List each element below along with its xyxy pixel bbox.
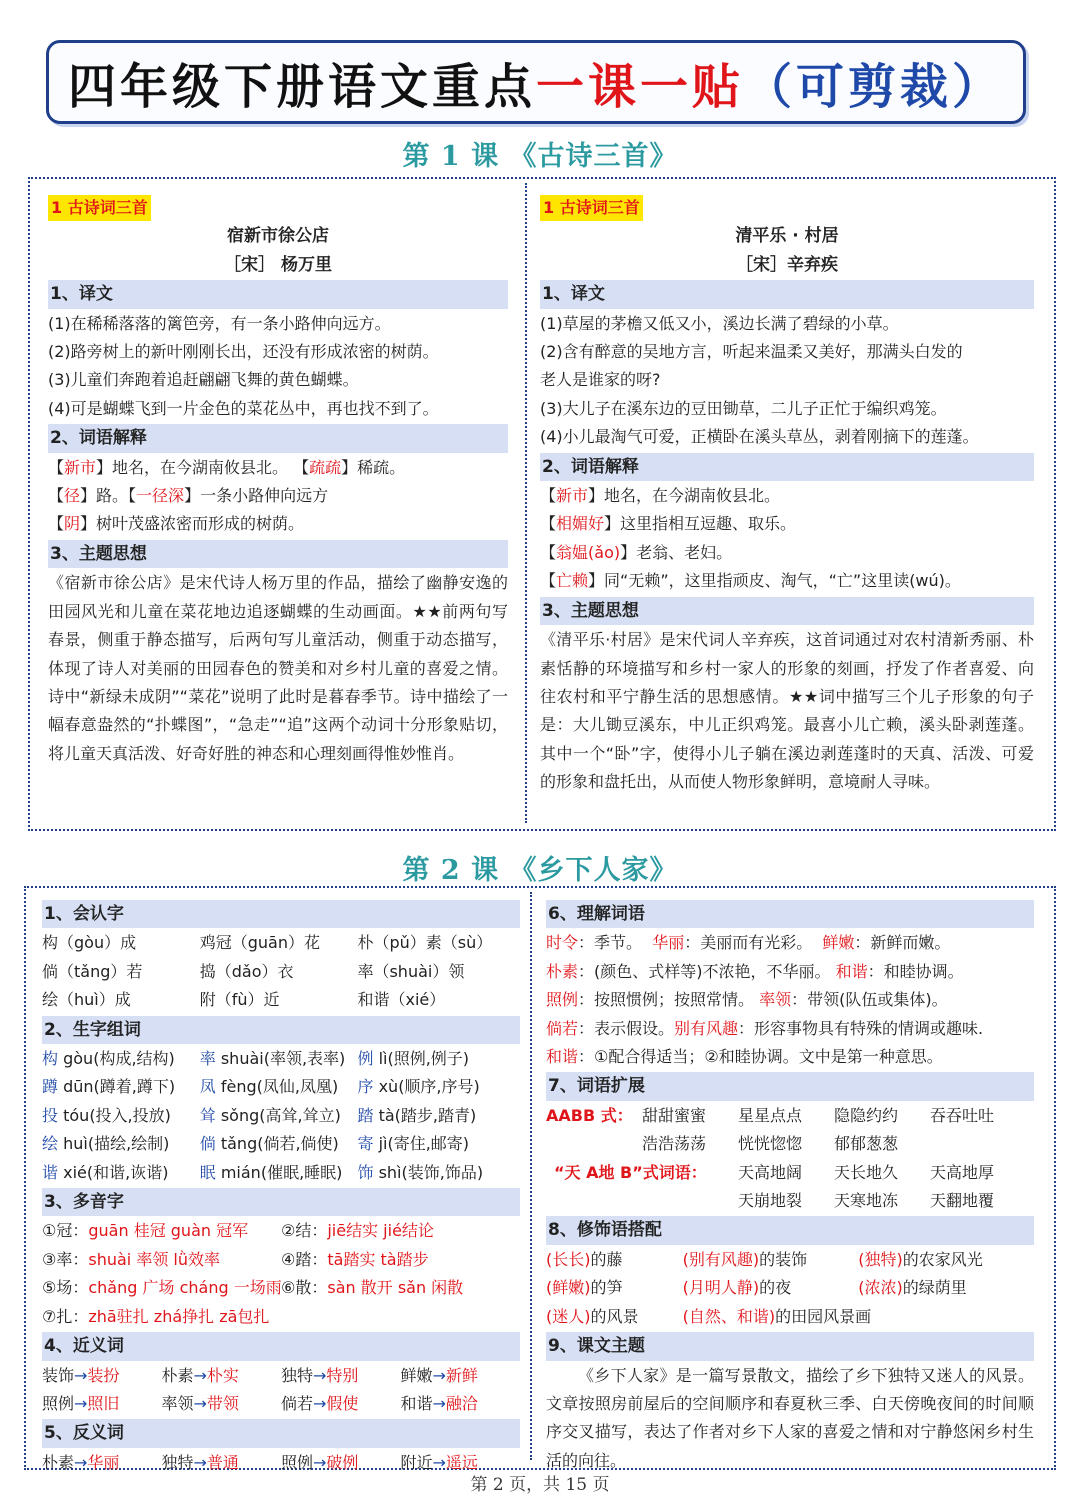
translation-line: (3)儿童们奔跑着追赶翩翩飞舞的黄色蝴蝶。	[48, 370, 359, 390]
translation-line: 老人是谁家的呀?	[540, 370, 661, 390]
word-explain: 【相媚好】这里指相互逗趣、取乐。	[540, 514, 797, 534]
poem-left	[48, 194, 508, 768]
theme-text: 《清平乐·村居》是宋代词人辛弃疾，这首词通过对农村清新秀丽、朴素恬静的环境描写和乡村一家人的形象的刻画，抒发了作者喜爱、向往农村和平宁静生活的思想感情。★★词中描写三个儿子形象的句子是：大儿锄豆溪东，中儿正织鸡笼。最喜小儿亡赖，溪头卧剥莲蓬。其中一个“卧”字，使得小儿子躺在溪边剥莲蓬时的天真、活泼、可爱的形象和盘托出，从而使人物形象鲜明，意境耐人寻味。	[540, 630, 1034, 792]
page-title: 四年级下册语文重点 一课一贴 （可剪裁）	[46, 40, 1026, 124]
section-heading: 9、课文主题	[546, 1332, 1034, 1360]
translation-line: (1)在稀稀落落的篱笆旁，有一条小路伸向远方。	[48, 313, 391, 333]
section-heading: 1、译文	[48, 280, 508, 308]
char-row: 谐 xié(和谐,诙谐) 眠 mián(催眠,睡眠) 饰 shì(装饰,饰品)	[42, 1162, 484, 1182]
char-row: 蹲 dūn(蹲着,蹲下) 凤 fèng(凤仙,凤凰) 序 xù(顺序,序号)	[42, 1077, 480, 1097]
read-row: 构（gòu）成 鸡冠（guān）花 朴（pǔ）素（sù）	[42, 933, 493, 953]
meaning-row: 朴素：(颜色、式样等)不浓艳，不华丽。 和谐：和睦协调。	[546, 961, 964, 981]
antonym-row: 朴素→华丽 独特→普通 照例→破例 附近→遥远	[42, 1452, 478, 1472]
polyphone-row: ⑤场：chǎng 广场 cháng 一场雨 ⑥散：sàn 散开 sǎn 闲散	[42, 1278, 464, 1298]
theme-text: 《宿新市徐公店》是宋代诗人杨万里的作品，描绘了幽静安逸的田园风光和儿童在菜花地边追逐蝴蝶的生动画面。★★前两句写春景，侧重于静态描写，后两句写儿童活动，侧重于动态描写，体现了诗人对美丽的田园春色的赞美和对乡村儿童的喜爱之情。诗中“新绿未成阴”“菜花”说明了此时是暮春季节。诗中描绘了一幅春意盎然的“扑蝶图”，“急走”“追”这两个动词十分形象贴切，将儿童天真活泼、好奇好胜的神态和心理刻画得惟妙惟肖。	[48, 573, 508, 763]
section-heading: 2、词语解释	[540, 453, 1034, 481]
section-heading: 2、词语解释	[48, 424, 508, 452]
theme-text: 《乡下人家》是一篇写景散文，描绘了乡下独特又迷人的风景。文章按照房前屋后的空间顺序和春夏秋三季、白天傍晚夜间的时间顺序交叉描写，表达了作者对乡下人家的喜爱之情和对宁静悠闲乡村生活的向往。	[546, 1365, 1034, 1470]
word-explain: 【亡赖】同“无赖”，这里指顽皮、淘气，“亡”这里读(wú)。	[540, 571, 961, 591]
read-row: 倘（tǎng）若 捣（dǎo）衣 率（shuài）领	[42, 961, 465, 981]
translation-line: (4)小儿最淘气可爱，正横卧在溪头草丛，剥着刚摘下的莲蓬。	[540, 427, 979, 447]
tian-row: 天崩地裂 天寒地冻 天翻地覆	[738, 1191, 995, 1211]
aabb-row: 浩浩荡荡 恍恍惚惚 郁郁葱葱	[642, 1134, 899, 1154]
lesson-2-left	[42, 899, 520, 1477]
polyphone-row: ①冠：guān 桂冠 guàn 冠军 ②结：jiē结实 jié结论	[42, 1221, 434, 1241]
word-explain: 【翁媪(ǎo)】老翁、老妇。	[540, 542, 733, 562]
section-tag: 1 古诗词三首	[540, 195, 643, 221]
meaning-row: 时令：季节。 华丽：美丽而有光彩。 鲜嫩：新鲜而嫩。	[546, 933, 951, 953]
section-heading: 8、修饰语搭配	[546, 1216, 1034, 1244]
section-heading: 7、词语扩展	[546, 1072, 1034, 1100]
translation-line: (2)含有醉意的吴地方言，听起来温柔又美好，那满头白发的	[540, 342, 963, 362]
poem-author: ［宋］ 杨万里	[224, 254, 332, 275]
char-row: 投 tóu(投入,投放) 耸 sǒng(高耸,耸立) 踏 tà(踏步,踏青)	[42, 1105, 477, 1125]
section-heading: 2、生字组词	[42, 1016, 520, 1044]
section-heading: 3、多音字	[42, 1188, 520, 1216]
poem-title: 宿新市徐公店	[227, 226, 329, 247]
meaning-row: 照例：按照惯例；按照常情。 率领：带领(队伍或集体)。	[546, 990, 948, 1010]
section-heading: 4、近义词	[42, 1332, 520, 1360]
read-row: 绘（huì）成 附（fù）近 和谐（xié）	[42, 990, 446, 1010]
word-explain: 【新市】地名，在今湖南攸县北。	[540, 486, 781, 506]
section-heading: 3、主题思想	[48, 540, 508, 568]
translation-line: (4)可是蝴蝶飞到一片金色的菜花丛中，再也找不到了。	[48, 398, 439, 418]
section-heading: 6、理解词语	[546, 900, 1034, 928]
word-explain: 【新市】地名，在今湖南攸县北。 【疏疏】稀疏。	[48, 457, 406, 477]
word-explain: 【阴】树叶茂盛浓密而形成的树荫。	[48, 514, 305, 534]
polyphone-row: ③率：shuài 率领 lǜ效率 ④踏：tā踏实 tà踏步	[42, 1249, 429, 1269]
section-heading: 3、主题思想	[540, 597, 1034, 625]
poem-right	[540, 194, 1034, 797]
poem-title: 清平乐 · 村居	[735, 226, 839, 247]
polyphone-row: ⑦扎：zhā驻扎 zhá挣扎 zā包扎	[42, 1306, 270, 1326]
word-explain: 【径】路。【一径深】一条小路伸向远方	[48, 486, 329, 506]
lesson-2-right	[546, 899, 1034, 1475]
lesson-1-title: 第 1 课 《古诗三首》	[402, 141, 678, 172]
translation-line: (2)路旁树上的新叶刚刚长出，还没有形成浓密的树荫。	[48, 342, 439, 362]
modifier-row: (迷人)的风景 (自然、和谐)的田园风景画	[546, 1306, 872, 1326]
synonym-row: 照例→照旧 率领→带领 倘若→假使 和谐→融洽	[42, 1393, 478, 1413]
tian-row: “天 A地 B”式词语： 天高地阔 天长地久 天高地厚	[554, 1162, 995, 1182]
char-row: 构 gòu(构成,结构) 率 shuài(率领,表率) 例 lì(照例,例子)	[42, 1049, 470, 1069]
modifier-row: (鲜嫩)的笋 (月明人静)的夜 (浓浓)的绿荫里	[546, 1278, 967, 1298]
meaning-row: 和谐：①配合得适当；②和睦协调。文中是第一种意思。	[546, 1047, 943, 1067]
poem-author: ［宋］辛弃疾	[736, 254, 838, 275]
translation-line: (3)大儿子在溪东边的豆田锄草，二儿子正忙于编织鸡笼。	[540, 398, 947, 418]
section-tag: 1 古诗词三首	[48, 195, 151, 221]
lesson-2-title: 第 2 课 《乡下人家》	[402, 855, 678, 886]
char-row: 绘 huì(描绘,绘制) 倘 tǎng(倘若,倘使) 寄 jì(寄住,邮寄)	[42, 1134, 470, 1154]
modifier-row: (长长)的藤 (别有风趣)的装饰 (独特)的农家风光	[546, 1249, 983, 1269]
meaning-row: 倘若：表示假设。别有风趣：形容事物具有特殊的情调或趣味.	[546, 1018, 984, 1038]
translation-line: (1)草屋的茅檐又低又小，溪边长满了碧绿的小草。	[540, 313, 899, 333]
panel-divider	[530, 892, 532, 1460]
panel-divider	[525, 183, 527, 823]
section-heading: 1、译文	[540, 280, 1034, 308]
section-heading: 1、会认字	[42, 900, 520, 928]
section-heading: 5、反义词	[42, 1419, 520, 1447]
synonym-row: 装饰→装扮 朴素→朴实 独特→特别 鲜嫩→新鲜	[42, 1365, 478, 1385]
aabb-row: AABB 式： 甜甜蜜蜜 星星点点 隐隐约约 吞吞吐吐	[546, 1105, 995, 1125]
page-footer: 第 2 页，共 15 页	[470, 1475, 610, 1495]
